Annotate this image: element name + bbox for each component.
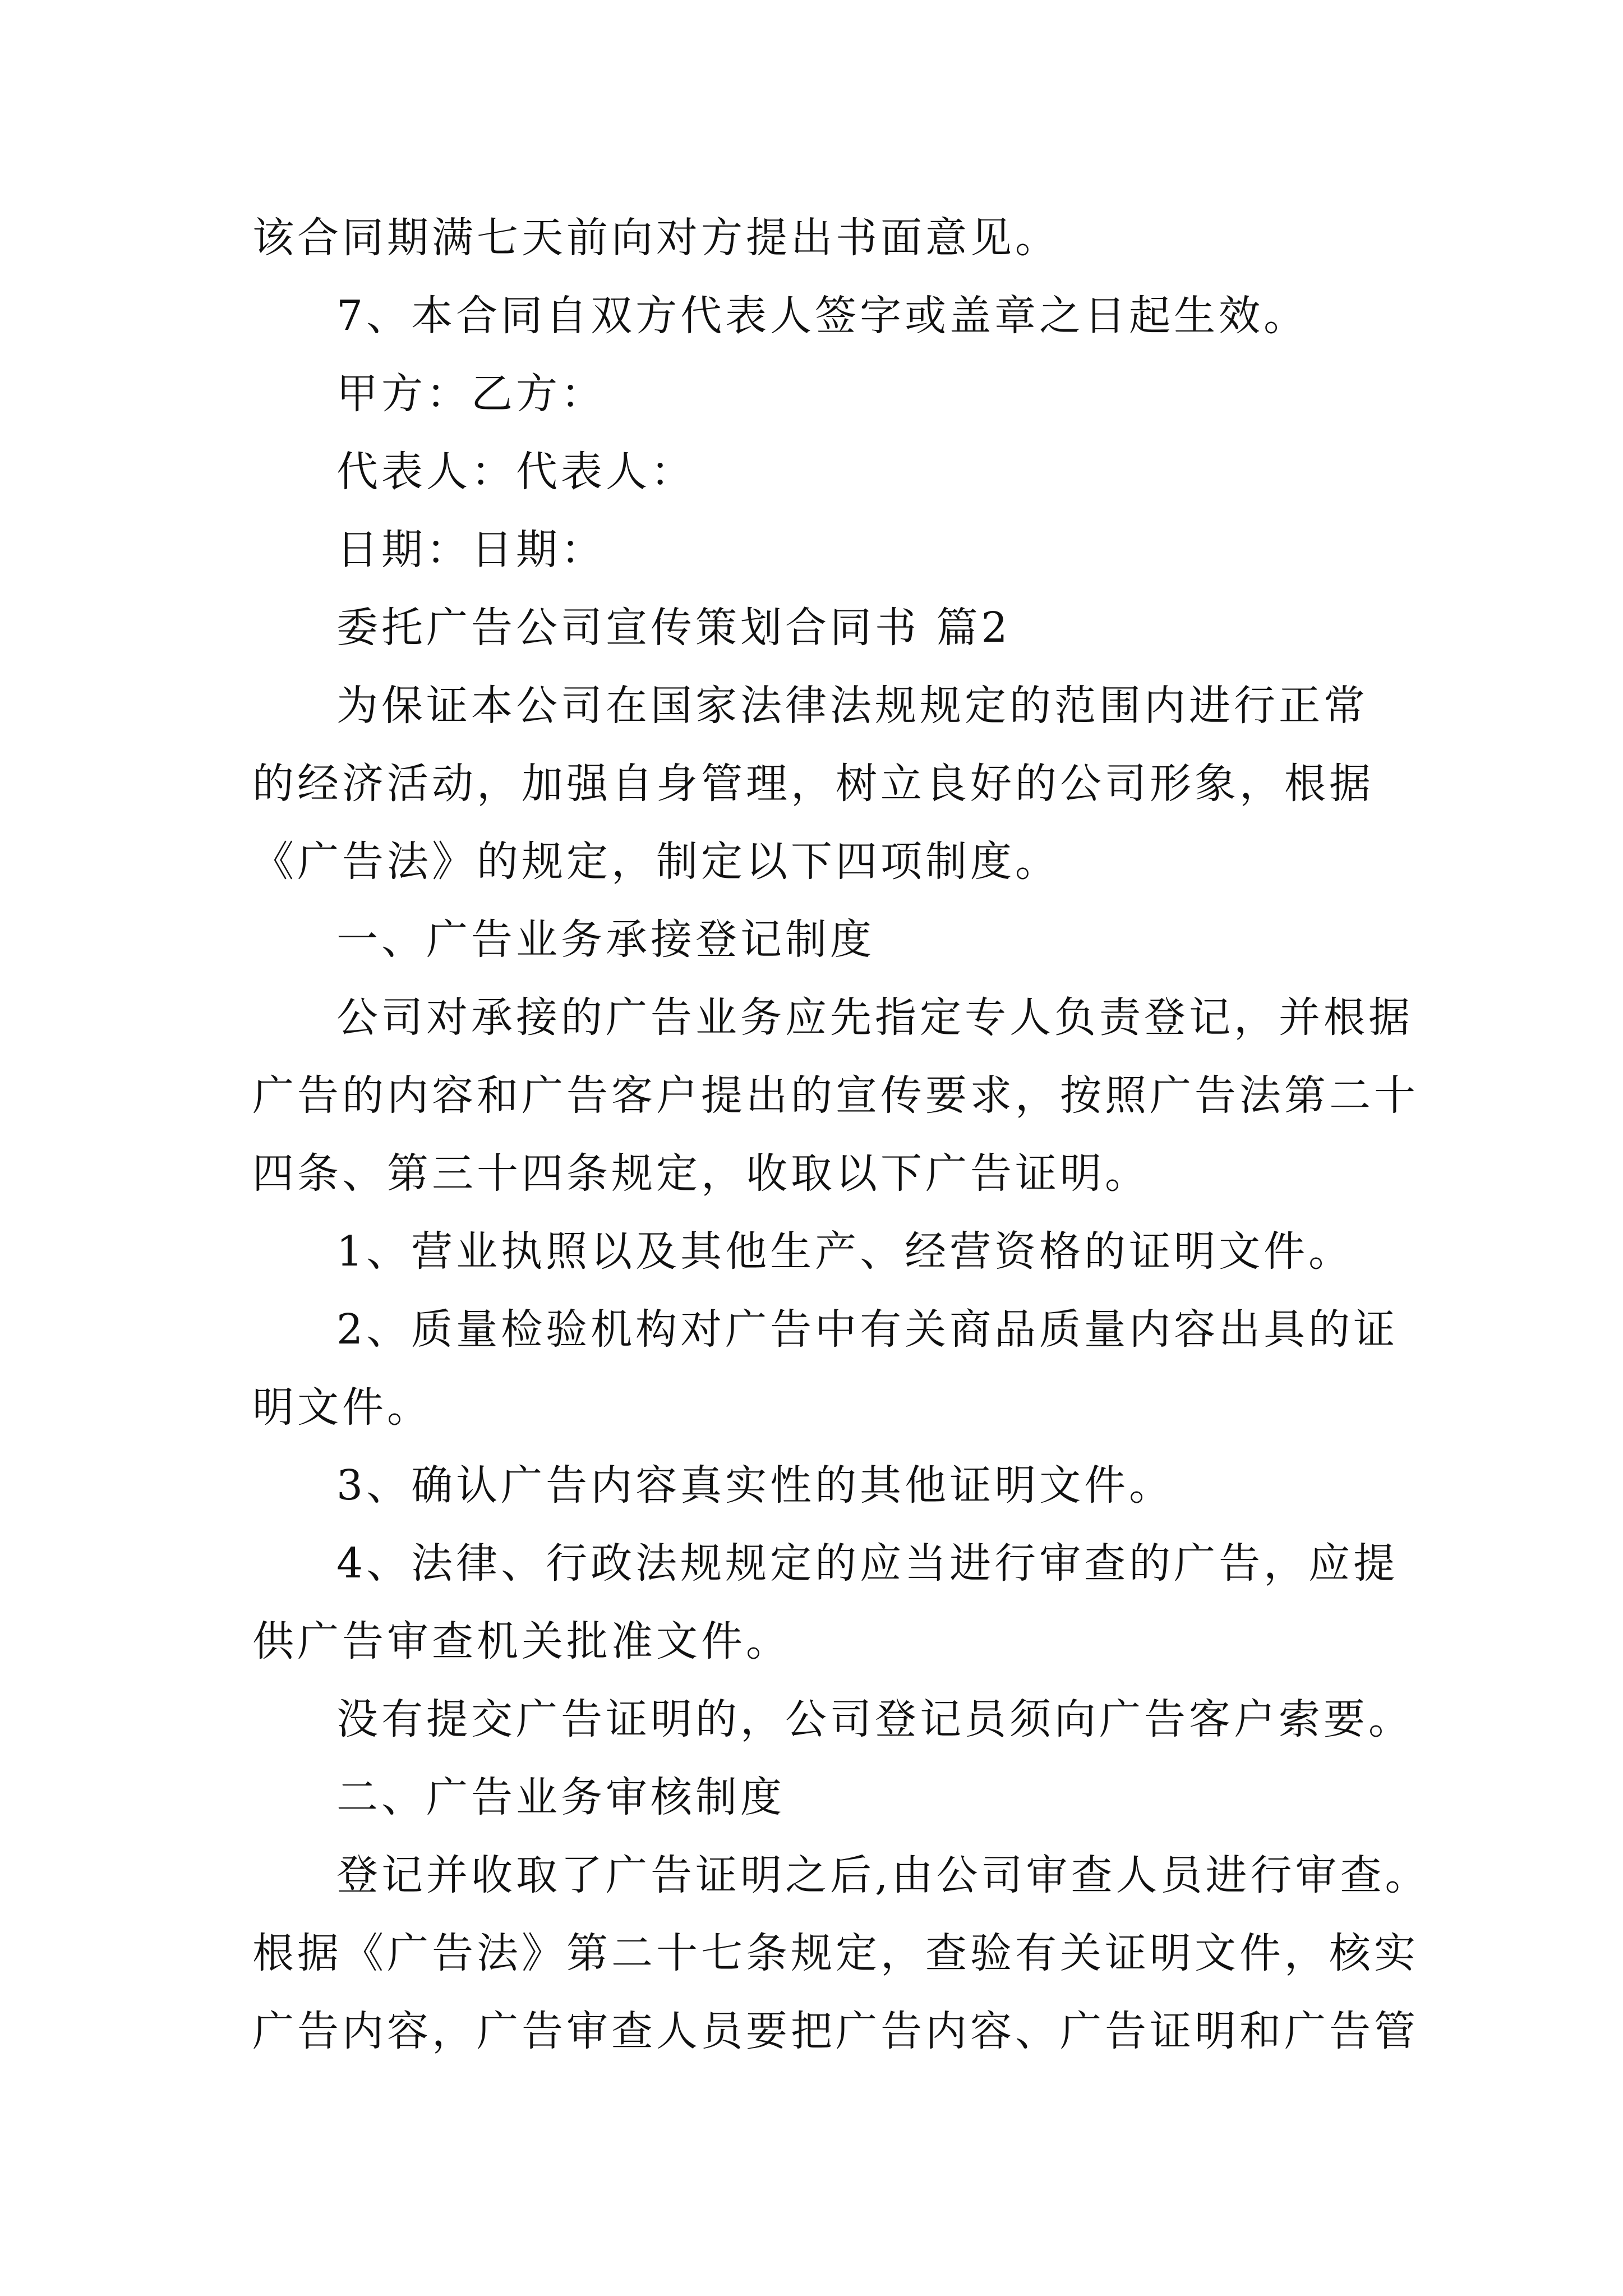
list-item-1: 1、营业执照以及其他生产、经营资格的证明文件。 [336,1227,1354,1276]
document-body [252,199,1430,2070]
body-line: 明文件。 [252,1383,432,1432]
subheading-registration: 一、广告业务承接登记制度 [336,915,875,964]
body-line: 广告内容，广告审查人员要把广告内容、广告证明和广告管 [252,2007,1419,2055]
body-line: 登记并收取了广告证明之后,由公司审查人员进行审查。 [336,1851,1430,1899]
body-line: 的经济活动，加强自身管理，树立良好的公司形象，根据 [252,760,1374,808]
signature-parties: 甲方：乙方： [336,370,606,418]
body-line: 根据《广告法》第二十七条规定，查验有关证明文件，核实 [252,1929,1419,1977]
clause-7: 7、本合同自双方代表人签字或盖章之日起生效。 [336,292,1309,340]
body-line: 为保证本公司在国家法律法规规定的范围内进行正常 [336,682,1368,730]
signature-representatives: 代表人：代表人： [336,448,695,496]
list-item-2: 2、质量检验机构对广告中有关商品质量内容出具的证 [336,1305,1399,1354]
list-item-3: 3、确认广告内容真实性的其他证明文件。 [336,1461,1174,1510]
body-line: 该合同期满七天前向对方提出书面意见。 [252,214,1060,262]
body-line: 公司对承接的广告业务应先指定专人负责登记，并根据 [336,993,1413,1042]
body-line: 广告的内容和广告客户提出的宣传要求，按照广告法第二十 [252,1071,1419,1120]
section-heading: 委托广告公司宣传策划合同书 篇2 [336,604,1011,652]
body-line: 没有提交广告证明的，公司登记员须向广告客户索要。 [336,1695,1413,1743]
subheading-review: 二、广告业务审核制度 [336,1773,785,1821]
body-line: 供广告审查机关批准文件。 [252,1617,791,1665]
signature-dates: 日期：日期： [336,526,606,574]
list-item-4: 4、法律、行政法规规定的应当进行审查的广告，应提 [336,1539,1399,1588]
body-line: 四条、第三十四条规定，收取以下广告证明。 [252,1149,1150,1198]
body-line: 《广告法》的规定，制定以下四项制度。 [252,838,1060,886]
